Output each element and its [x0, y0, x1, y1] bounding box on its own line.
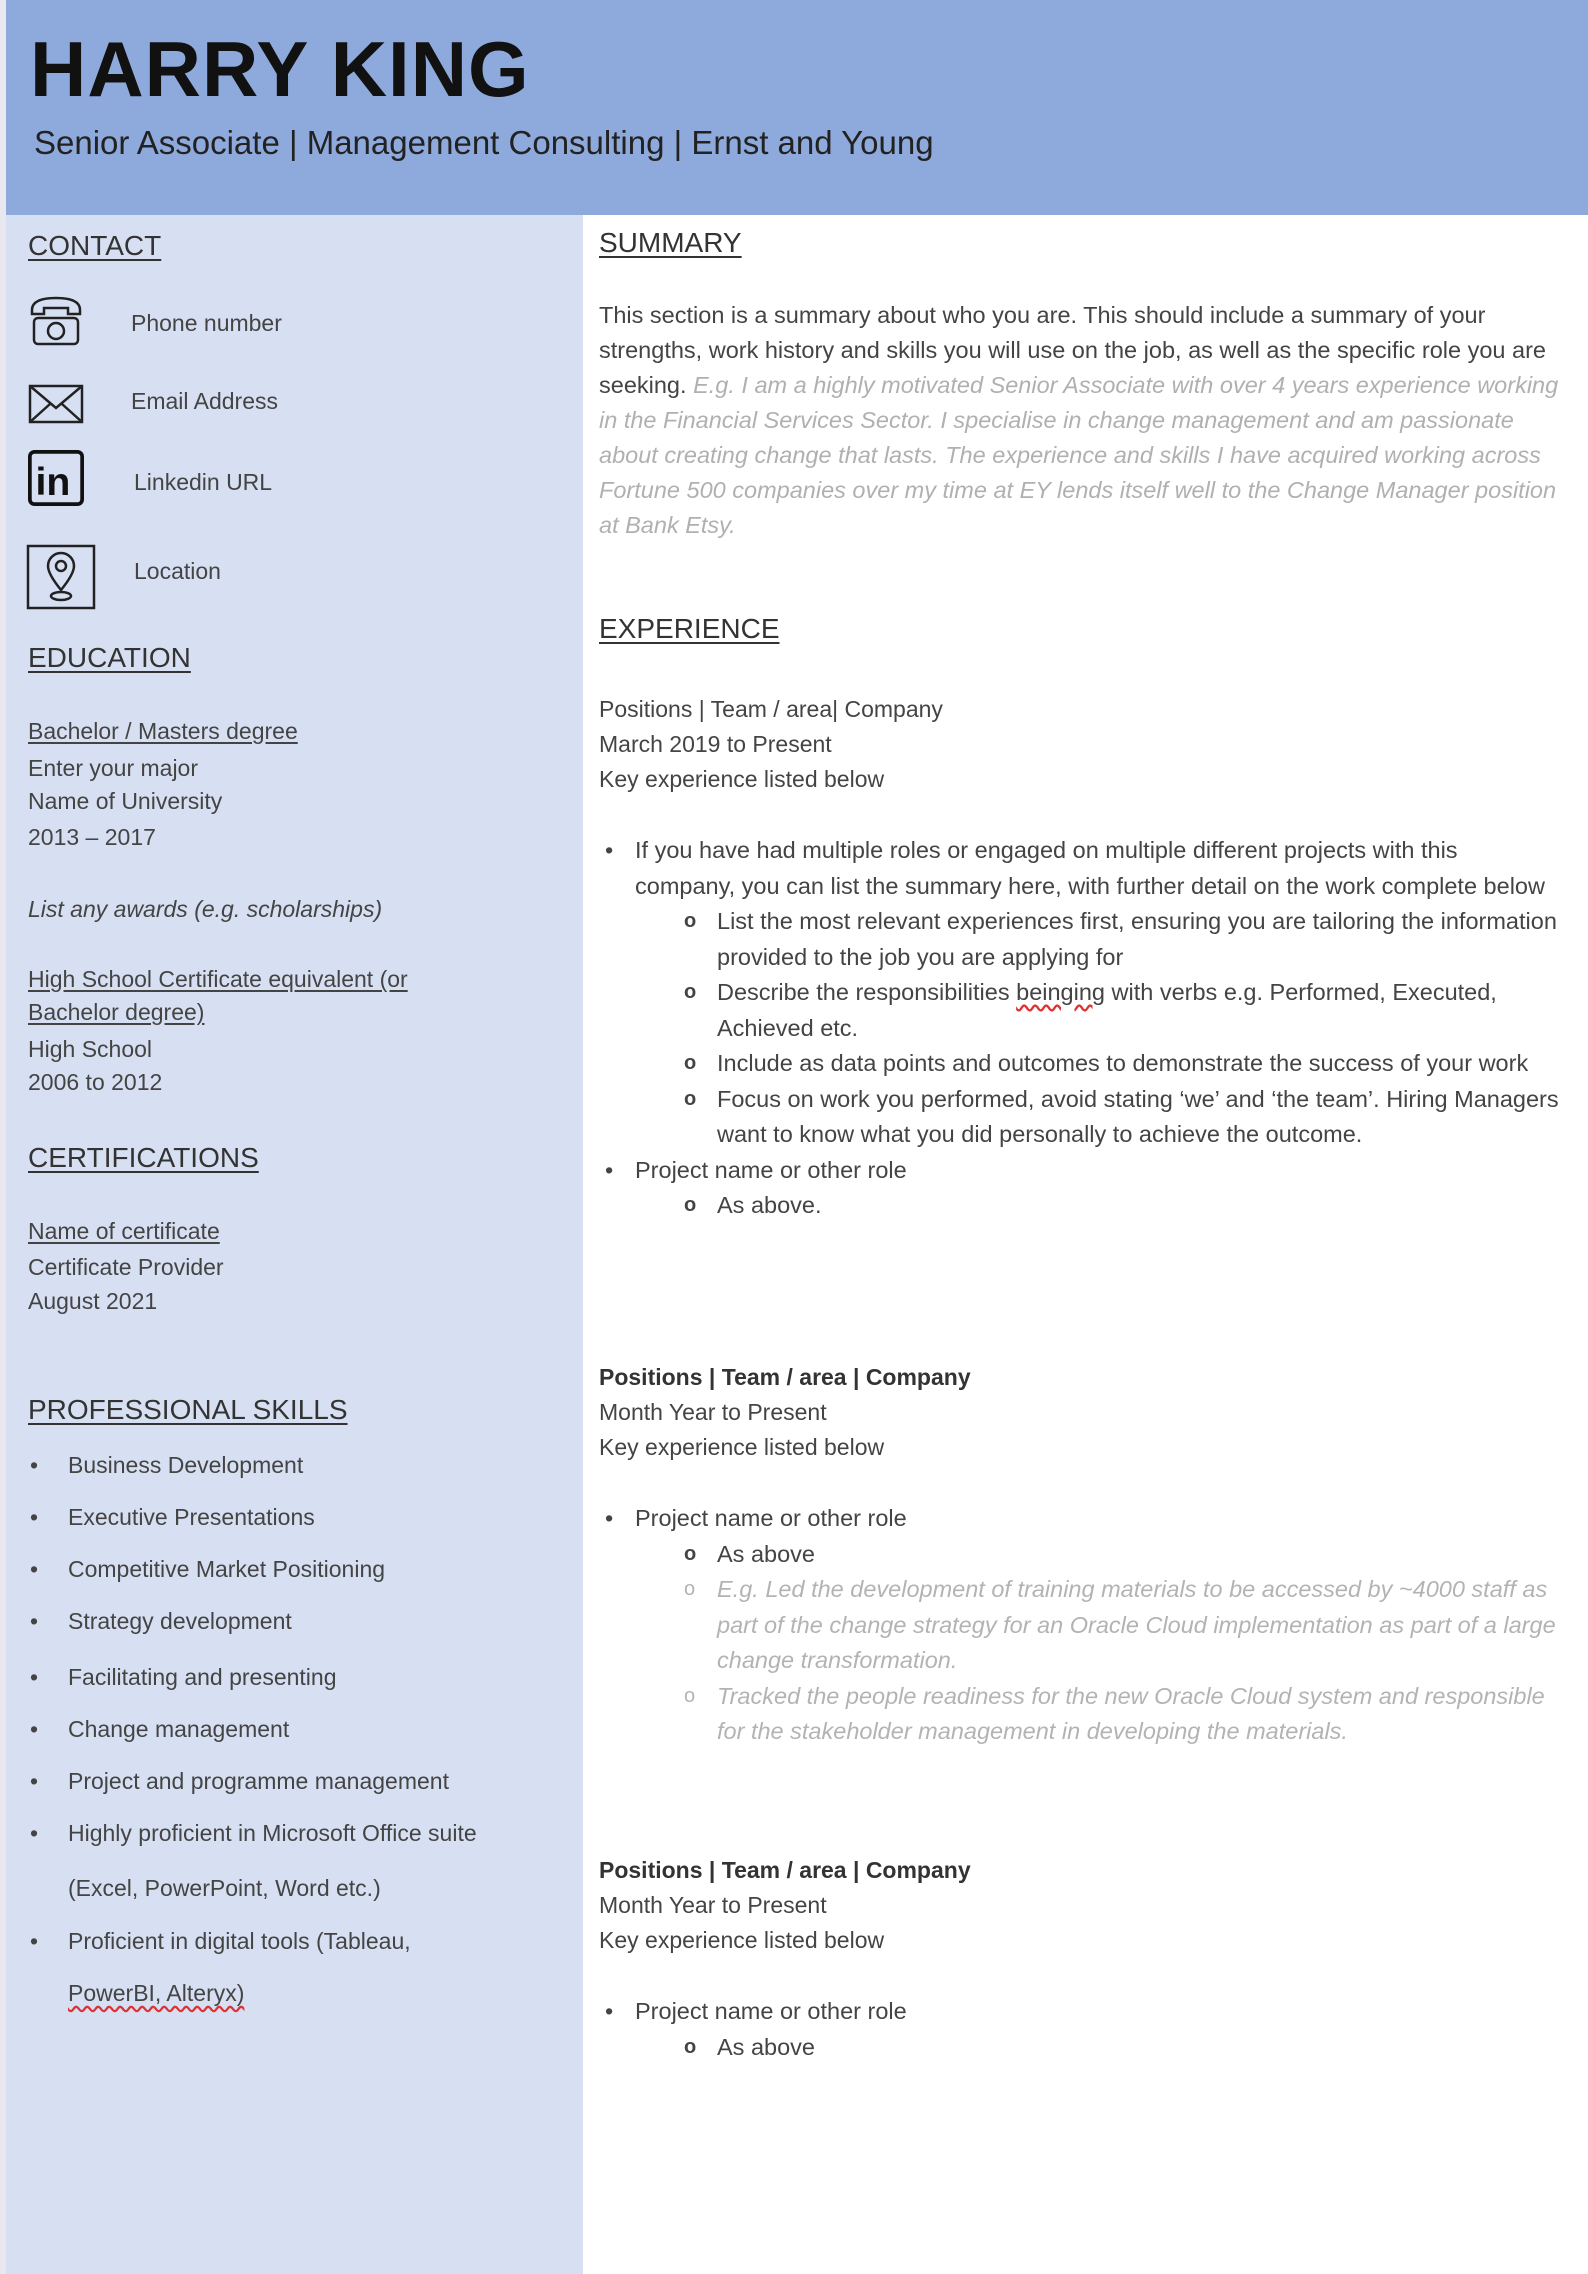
candidate-name: HARRY KING	[30, 25, 530, 113]
education-years: 2013 – 2017	[28, 824, 156, 850]
contact-linkedin: Linkedin URL	[134, 469, 273, 495]
job-note: Key experience listed below	[599, 1434, 885, 1460]
sub-bullet: o Focus on work you performed, avoid stating ‘we’ and ‘the team’. Hiring Managers want to know what you did personally to achieve the outcome.	[717, 1082, 1564, 1153]
bullet: • Project name or other role	[599, 1501, 1564, 1537]
summary-text	[599, 298, 1564, 543]
certificate-name: Name of certificate	[28, 1218, 220, 1244]
hs-certificate-line1: High School Certificate equivalent (or	[28, 966, 408, 992]
hs-years: 2006 to 2012	[28, 1069, 163, 1095]
education-awards: List any awards (e.g. scholarships)	[28, 896, 383, 922]
contact-location: Location	[134, 558, 221, 584]
job-dates: Month Year to Present	[599, 1892, 827, 1918]
certificate-provider: Certificate Provider	[28, 1254, 224, 1280]
summary-body: This section is a summary about who you are. This should include a summary of your strengths, work history and skills you will use on the job, as well as the specific role you are seeking.	[599, 302, 1546, 398]
hs-certificate-line2: Bachelor degree)	[28, 999, 205, 1025]
svg-text:in: in	[35, 460, 71, 504]
sub-bullet: o As above.	[717, 1188, 1564, 1224]
job-title: Positions | Team / area| Company	[599, 696, 943, 722]
education-heading: EDUCATION	[28, 642, 191, 673]
job-entry-3	[599, 1853, 1564, 2065]
education-university: Name of University	[28, 788, 223, 814]
job-entry-2	[599, 1360, 1564, 1750]
sub-bullet: o As above	[717, 2030, 1564, 2066]
sub-bullet: o List the most relevant experiences first, ensuring you are tailoring the information provided to the job you are applying for	[717, 904, 1564, 975]
job-entry-1	[599, 692, 1564, 1224]
education-degree: Bachelor / Masters degree	[28, 718, 298, 744]
resume-header	[6, 0, 1588, 215]
job-note: Key experience listed below	[599, 1927, 885, 1953]
sub-bullet: o As above	[717, 1537, 1564, 1573]
certificate-date: August 2021	[28, 1288, 158, 1314]
email-icon	[26, 378, 86, 434]
contact-phone: Phone number	[131, 310, 282, 336]
summary-example: E.g. I am a highly motivated Senior Associate with over 4 years experience working in the Financial Services Sector. I specialise in change management and am passionate about creating change that lasts. The experience and skills I have acquired working across Fortune 500 companies over my time at EY lends itself well to the Change Manager position at Bank Etsy.	[599, 372, 1559, 538]
location-icon	[26, 544, 96, 610]
sub-bullet: o Describe the responsibilities beinging with verbs e.g. Performed, Executed, Achieved etc.	[717, 975, 1564, 1046]
skills-heading: PROFESSIONAL SKILLS	[28, 1394, 348, 1425]
candidate-subtitle: Senior Associate | Management Consulting | Ernst and Young	[34, 124, 934, 161]
job-title: Positions | Team / area | Company	[599, 1364, 971, 1390]
bullet: • Project name or other role	[599, 1994, 1564, 2030]
phone-icon	[26, 292, 86, 348]
linkedin-icon	[26, 450, 86, 506]
education-major: Enter your major	[28, 755, 199, 781]
contact-email: Email Address	[131, 388, 279, 414]
job-dates: March 2019 to Present	[599, 731, 832, 757]
certifications-heading: CERTIFICATIONS	[28, 1142, 259, 1173]
job-title: Positions | Team / area | Company	[599, 1857, 971, 1883]
job-note: Key experience listed below	[599, 766, 885, 792]
bullet: • If you have had multiple roles or engaged on multiple different projects with this company, you can list the summary here, with further detail on the work complete below	[599, 833, 1564, 904]
hs-name: High School	[28, 1036, 153, 1062]
sub-bullet: o Include as data points and outcomes to demonstrate the success of your work	[717, 1046, 1564, 1082]
summary-heading: SUMMARY	[599, 227, 742, 258]
experience-heading: EXPERIENCE	[599, 613, 780, 644]
bullet: • Project name or other role	[599, 1153, 1564, 1189]
sub-bullet-example: o Tracked the people readiness for the new Oracle Cloud system and responsible for the stakeholder management in developing the materials.	[717, 1679, 1564, 1750]
sub-bullet-example: o E.g. Led the development of training materials to be accessed by ~4000 staff as part of the change strategy for an Oracle Cloud implementation as part of a large change transformation.	[717, 1572, 1564, 1679]
job-dates: Month Year to Present	[599, 1399, 827, 1425]
contact-heading: CONTACT	[28, 230, 162, 261]
